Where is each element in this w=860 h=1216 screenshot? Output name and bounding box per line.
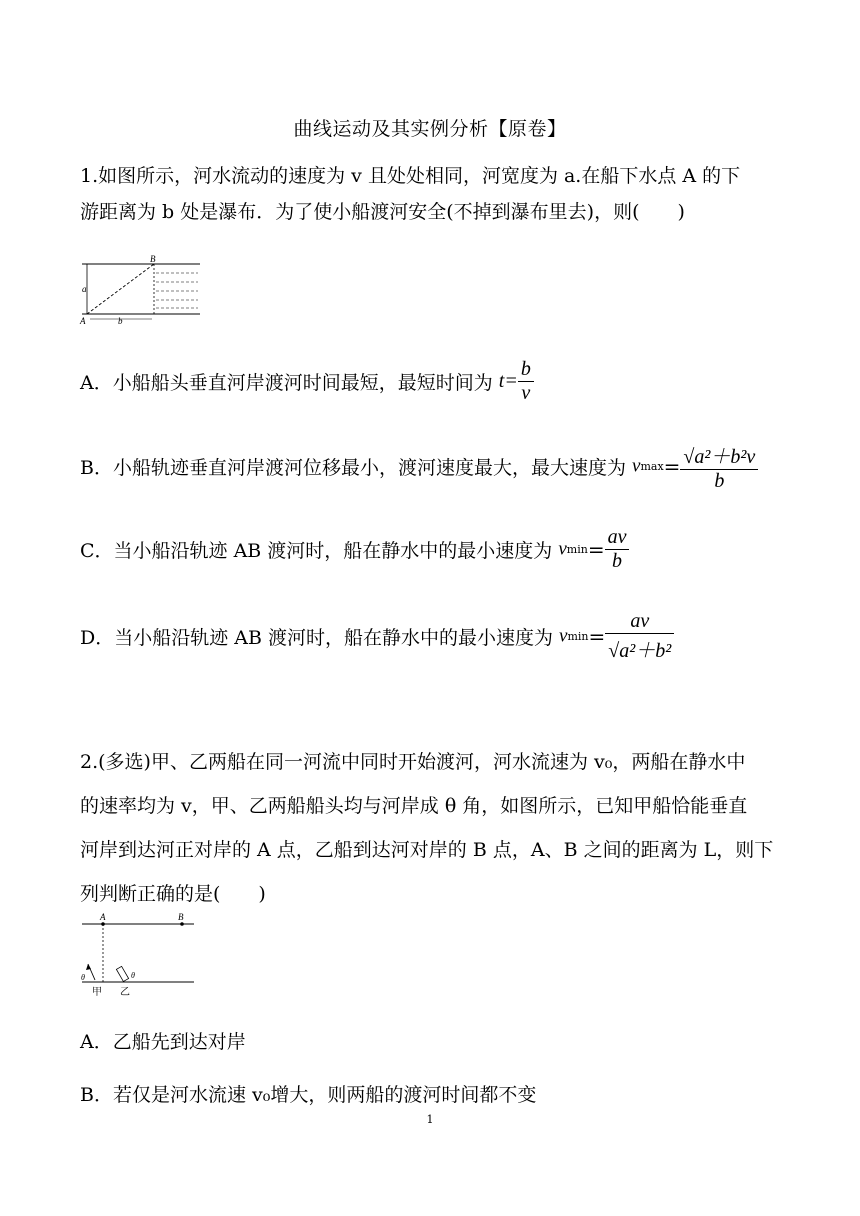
- option-d-numerator: av: [630, 610, 650, 632]
- option-d-v: v: [559, 625, 568, 647]
- question-1-option-d: [80, 610, 674, 663]
- question-1-line-1: 1.如图所示，河水流动的速度为 v 且处处相同，河宽度为 a.在船下水点 A 的下: [80, 165, 741, 187]
- question-1-option-b: [80, 440, 758, 493]
- question-2-option-b: B．若仅是河水流速 v₀增大，则两船的渡河时间都不变: [80, 1084, 537, 1106]
- question-2-line-3: 河岸到达河正对岸的 A 点，乙船到达河对岸的 B 点，A、B 之间的距离为 L，则下: [80, 839, 774, 861]
- option-a-numerator: b: [520, 358, 531, 380]
- option-d-fraction: [605, 610, 674, 663]
- option-b-subscript: max: [640, 460, 664, 473]
- option-b-v: v: [632, 455, 641, 477]
- option-d-subscript: min: [567, 630, 589, 643]
- question-2-figure: [78, 908, 198, 1000]
- question-2-option-a: A．乙船先到达对岸: [80, 1031, 246, 1053]
- page-title: 曲线运动及其实例分析【原卷】: [293, 118, 567, 140]
- option-c-text: C．当小船沿轨迹 AB 渡河时，船在静水中的最小速度为: [80, 540, 559, 562]
- question-2-line-4: 列判断正确的是( ): [80, 883, 266, 905]
- question-2-line-1: 2.(多选)甲、乙两船在同一河流中同时开始渡河，河水流速为 v₀，两船在静水中: [80, 751, 746, 773]
- option-c-subscript: min: [566, 543, 588, 556]
- option-c-fraction: [605, 526, 630, 573]
- fig1-label-b-distance: b: [118, 316, 123, 326]
- fig2-label-jia: 甲: [92, 987, 102, 998]
- question-1-stem: [80, 158, 790, 230]
- option-a-text: A．小船船头垂直河岸渡河时间最短，最短时间为: [80, 372, 499, 394]
- fig2-label-yi: 乙: [120, 987, 130, 998]
- fig2-label-theta-1: θ: [81, 973, 85, 982]
- option-b-equals: =: [663, 454, 681, 479]
- fig2-label-b: B: [178, 912, 184, 922]
- fig2-label-theta-2: θ: [131, 971, 135, 980]
- fig1-label-a-point: A: [80, 316, 86, 326]
- fig1-label-a-width: a: [82, 284, 87, 294]
- option-c-equals: =: [587, 537, 605, 562]
- question-1-option-a: [80, 358, 534, 405]
- option-a-denominator: v: [518, 381, 534, 405]
- option-b-denominator: b: [680, 469, 758, 493]
- option-c-denominator: b: [605, 549, 630, 573]
- option-a-lhs: t=: [498, 370, 518, 392]
- question-2-stem: [80, 740, 790, 916]
- question-1-line-2: 游距离为 b 处是瀑布．为了使小船渡河安全(不掉到瀑布里去)，则( ): [80, 201, 685, 223]
- option-b-numerator: √a²＋b²v: [683, 446, 756, 468]
- fig2-label-a: A: [100, 912, 106, 922]
- option-d-denominator: √a²＋b²: [605, 633, 674, 663]
- option-a-fraction: [518, 358, 534, 405]
- question-1-option-c: [80, 526, 629, 573]
- option-d-text: D．当小船沿轨迹 AB 渡河时，船在静水中的最小速度为: [80, 627, 560, 649]
- option-d-equals: =: [588, 624, 606, 649]
- page-number: 1: [426, 1113, 434, 1126]
- fig1-label-b-point: B: [150, 254, 156, 264]
- question-2-line-2: 的速率均为 v，甲、乙两船船头均与河岸成 θ 角，如图所示，已知甲船恰能垂直: [80, 795, 748, 817]
- option-b-fraction: [680, 440, 758, 493]
- question-1-figure: [78, 252, 204, 326]
- option-b-text: B．小船轨迹垂直河岸渡河位移最小，渡河速度最大，最大速度为: [80, 457, 633, 479]
- option-c-numerator: av: [607, 526, 627, 548]
- option-c-v: v: [558, 538, 567, 560]
